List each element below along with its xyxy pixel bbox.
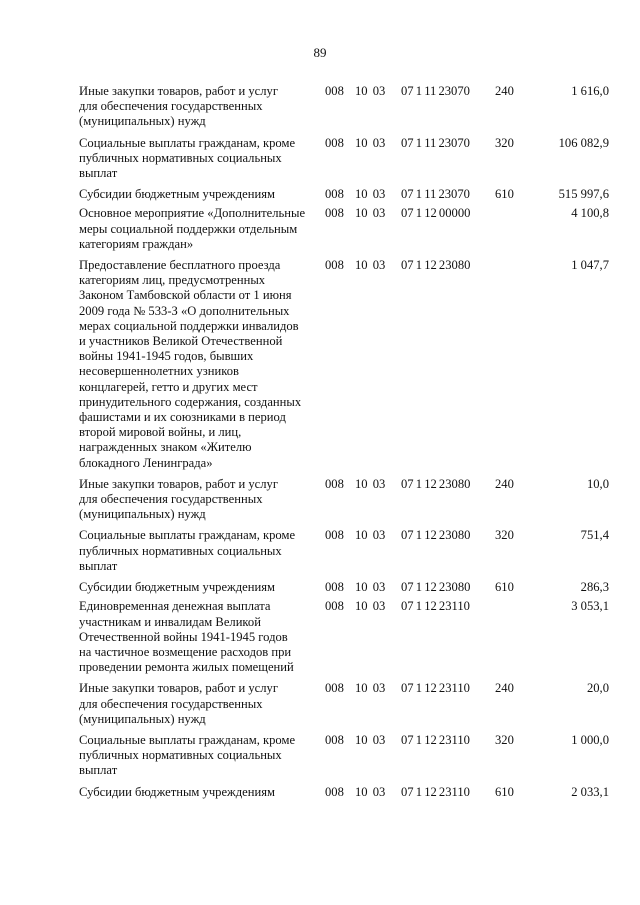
- item-name: Предоставление бесплатного проезда категориям лиц, предусмотренных Законом Тамбовской области от 1 июня 2009 года № 533-З «О дополнительных мерах социальной поддержки инвалидов и участников Великой Отечественной войны 1941-1945 годов, бывших несовершеннолетних узников концлагерей, гетто и других мест принудительного содержания, созданных фашистами и их союзниками в период второй мировой войны, и лиц, награжденных знаком «Жителю блокадного Ленинграда»: [79, 258, 302, 470]
- ministry-code: 008: [325, 784, 344, 799]
- item-name: Единовременная денежная выплата участникам и инвалидам Великой Отечественной войны 1941-1945 годов на частичное возмещение расходов при проведении ремонта жилых помещений: [79, 599, 294, 675]
- section-code: 10 03: [355, 187, 386, 202]
- section-code: 10 03: [355, 732, 386, 747]
- ministry-code: 008: [325, 528, 344, 543]
- item-name: Социальные выплаты гражданам, кроме публичных нормативных социальных выплат: [79, 528, 296, 573]
- expense-kind-code: 240: [495, 476, 514, 491]
- expense-kind-code: [491, 599, 521, 675]
- amount: 286,3: [580, 580, 609, 595]
- amount: 10,0: [586, 476, 609, 491]
- item-name: Иные закупки товаров, работ и услуг для обеспечения государственных (муниципальных) нужд: [79, 84, 279, 129]
- expense-kind-code: 240: [495, 84, 514, 98]
- target-article-code: 07 1 12 23080: [401, 580, 471, 595]
- item-name: Основное мероприятие «Дополнительные меры социальной поддержки отдельным категориям граждан»: [79, 206, 306, 251]
- item-name: Социальные выплаты гражданам, кроме публичных нормативных социальных выплат: [79, 135, 296, 181]
- target-article-code: 07 1 11 23070: [401, 187, 470, 202]
- expense-kind-code: 610: [495, 187, 514, 202]
- amount: 2 033,1: [571, 784, 609, 799]
- ministry-code: 008: [325, 135, 344, 150]
- table-row: [79, 733, 609, 779]
- target-article-code: 07 1 12 00000: [401, 206, 471, 221]
- expense-kind-code: [491, 206, 521, 252]
- table-row: [79, 528, 609, 574]
- amount: 106 082,9: [558, 135, 609, 150]
- amount: 751,4: [580, 528, 609, 543]
- section-code: 10 03: [355, 84, 386, 98]
- expense-kind-code: 610: [495, 784, 514, 799]
- target-article-code: 07 1 12 23110: [401, 681, 470, 696]
- target-article-code: 07 1 12 23110: [401, 732, 470, 747]
- item-name: Социальные выплаты гражданам, кроме публичных нормативных социальных выплат: [79, 732, 296, 778]
- table-row: [79, 785, 609, 800]
- item-name: Иные закупки товаров, работ и услуг для обеспечения государственных (муниципальных) нужд: [79, 681, 279, 726]
- ministry-code: 008: [325, 476, 344, 491]
- item-name: Субсидии бюджетным учреждениям: [79, 784, 275, 799]
- target-article-code: 07 1 12 23110: [401, 599, 470, 614]
- amount: 1 000,0: [571, 732, 609, 747]
- table-row: [79, 477, 609, 523]
- section-code: 10 03: [355, 476, 386, 491]
- amount: 1 616,0: [571, 84, 609, 98]
- ministry-code: 008: [325, 580, 344, 595]
- ministry-code: 008: [325, 84, 344, 98]
- target-article-code: 07 1 11 23070: [401, 135, 470, 150]
- section-code: 10 03: [355, 206, 386, 221]
- target-article-code: 07 1 11 23070: [401, 84, 470, 98]
- item-name: Иные закупки товаров, работ и услуг для обеспечения государственных (муниципальных) нужд: [79, 476, 279, 522]
- table-row: [79, 580, 609, 595]
- item-name: Субсидии бюджетным учреждениям: [79, 580, 275, 595]
- target-article-code: 07 1 12 23080: [401, 258, 471, 273]
- ministry-code: 008: [325, 732, 344, 747]
- amount: 20,0: [586, 681, 609, 696]
- table-row: [79, 84, 609, 130]
- page-number: 89: [313, 45, 327, 60]
- amount: 3 053,1: [571, 599, 609, 614]
- expense-kind-code: [491, 258, 521, 471]
- expense-kind-code: 610: [495, 580, 514, 595]
- section-code: 10 03: [355, 599, 386, 614]
- expense-kind-code: 320: [495, 528, 514, 543]
- target-article-code: 07 1 12 23080: [401, 476, 471, 491]
- table-row: [79, 187, 609, 202]
- expense-kind-code: 240: [495, 681, 514, 696]
- table-row: [79, 599, 609, 675]
- ministry-code: 008: [325, 681, 344, 696]
- section-code: 10 03: [355, 784, 386, 799]
- item-name: Субсидии бюджетным учреждениям: [79, 187, 275, 202]
- section-code: 10 03: [355, 528, 386, 543]
- table-row: [79, 136, 609, 182]
- section-code: 10 03: [355, 580, 386, 595]
- expense-kind-code: 320: [495, 135, 514, 150]
- section-code: 10 03: [355, 258, 386, 273]
- amount: 515 997,6: [558, 187, 609, 202]
- target-article-code: 07 1 12 23110: [401, 784, 470, 799]
- ministry-code: 008: [325, 187, 344, 202]
- ministry-code: 008: [325, 258, 344, 273]
- ministry-code: 008: [325, 599, 344, 614]
- table-row: [79, 258, 609, 471]
- ministry-code: 008: [325, 206, 344, 221]
- amount: 4 100,8: [571, 206, 609, 221]
- target-article-code: 07 1 12 23080: [401, 528, 471, 543]
- section-code: 10 03: [355, 135, 386, 150]
- table-row: [79, 206, 609, 252]
- budget-table: [79, 84, 609, 804]
- table-row: [79, 681, 609, 727]
- amount: 1 047,7: [571, 258, 609, 273]
- expense-kind-code: 320: [495, 732, 514, 747]
- section-code: 10 03: [355, 681, 386, 696]
